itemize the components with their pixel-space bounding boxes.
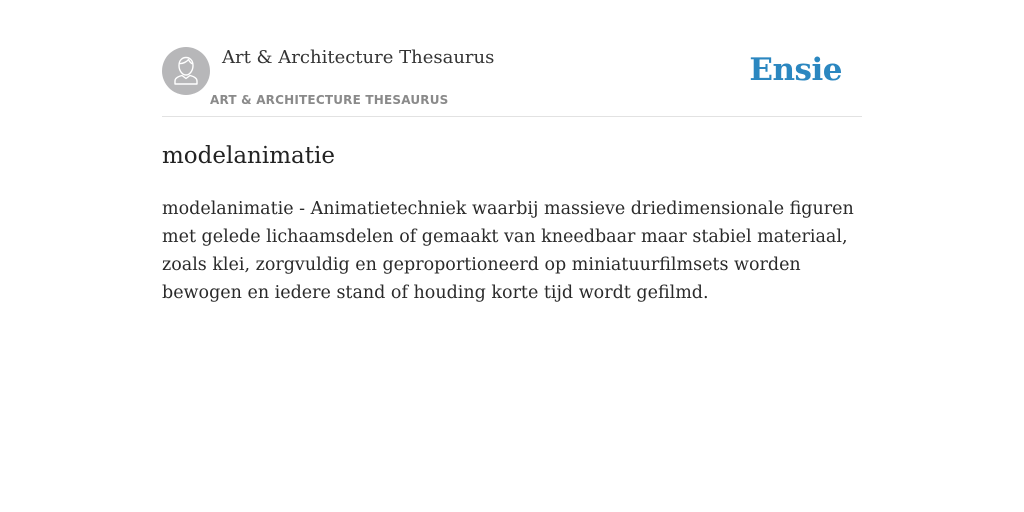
source-subtitle[interactable]: ART & ARCHITECTURE THESAURUS [210, 93, 449, 107]
entry-term: modelanimatie [162, 143, 335, 169]
user-avatar-icon[interactable] [162, 47, 210, 95]
source-title[interactable]: Art & Architecture Thesaurus [222, 47, 495, 68]
person-outline-icon [162, 47, 210, 95]
entry-definition: modelanimatie - Animatietechniek waarbij massieve driedimensionale figuren met gelede lichaamsdelen of gemaakt van kneedbaar maar stabiel materiaal, zoals klei, zorgvuldig en geproportioneerd op miniatuurfilmsets worden bewogen en iedere stand of houding korte tijd wordt gefilmd. [162, 199, 854, 303]
brand-logo[interactable]: Ensie [749, 52, 842, 88]
entry-header [162, 0, 862, 117]
page-container [162, 0, 862, 307]
